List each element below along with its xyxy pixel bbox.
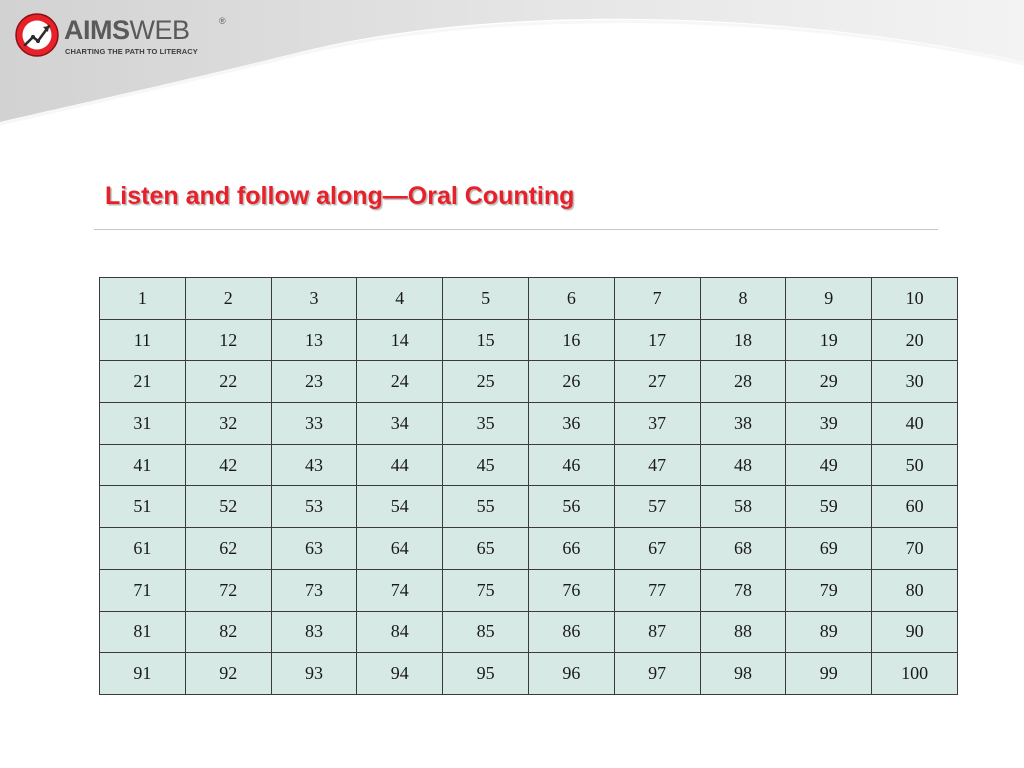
table-row [100, 486, 958, 528]
table-cell: 72 [185, 569, 271, 611]
table-row [100, 361, 958, 403]
table-cell: 57 [614, 486, 700, 528]
logo-tagline: CHARTING THE PATH TO LITERACY [65, 47, 198, 56]
growth-chart-logo-icon [14, 12, 60, 58]
table-cell: 21 [100, 361, 186, 403]
table-cell: 44 [357, 444, 443, 486]
table-cell: 97 [614, 653, 700, 695]
table-cell: 24 [357, 361, 443, 403]
table-row [100, 319, 958, 361]
table-cell: 82 [185, 611, 271, 653]
table-cell: 87 [614, 611, 700, 653]
table-cell: 96 [528, 653, 614, 695]
table-cell: 93 [271, 653, 357, 695]
table-cell: 94 [357, 653, 443, 695]
table-cell: 84 [357, 611, 443, 653]
table-cell: 62 [185, 528, 271, 570]
slide-title: Listen and follow along—Oral Counting [105, 182, 575, 210]
table-cell: 9 [786, 278, 872, 320]
table-cell: 36 [528, 403, 614, 445]
table-cell: 6 [528, 278, 614, 320]
table-cell: 30 [872, 361, 958, 403]
table-row [100, 611, 958, 653]
table-cell: 50 [872, 444, 958, 486]
table-cell: 79 [786, 569, 872, 611]
table-cell: 75 [443, 569, 529, 611]
table-row [100, 278, 958, 320]
table-cell: 76 [528, 569, 614, 611]
table-cell: 69 [786, 528, 872, 570]
table-row [100, 569, 958, 611]
aimsweb-logo [14, 12, 226, 60]
table-cell: 53 [271, 486, 357, 528]
hundreds-chart-body [100, 278, 958, 695]
table-cell: 58 [700, 486, 786, 528]
table-cell: 39 [786, 403, 872, 445]
table-cell: 55 [443, 486, 529, 528]
table-cell: 19 [786, 319, 872, 361]
table-row [100, 528, 958, 570]
table-cell: 89 [786, 611, 872, 653]
table-cell: 32 [185, 403, 271, 445]
table-cell: 11 [100, 319, 186, 361]
table-cell: 34 [357, 403, 443, 445]
table-cell: 71 [100, 569, 186, 611]
table-cell: 67 [614, 528, 700, 570]
table-row [100, 444, 958, 486]
table-cell: 10 [872, 278, 958, 320]
table-cell: 14 [357, 319, 443, 361]
table-cell: 91 [100, 653, 186, 695]
table-cell: 33 [271, 403, 357, 445]
table-cell: 4 [357, 278, 443, 320]
table-cell: 95 [443, 653, 529, 695]
table-cell: 81 [100, 611, 186, 653]
logo-wordmark-web: WEB [129, 15, 190, 45]
table-cell: 26 [528, 361, 614, 403]
table-cell: 52 [185, 486, 271, 528]
table-cell: 41 [100, 444, 186, 486]
title-divider [94, 229, 938, 230]
table-cell: 40 [872, 403, 958, 445]
table-cell: 64 [357, 528, 443, 570]
table-cell: 83 [271, 611, 357, 653]
table-cell: 46 [528, 444, 614, 486]
table-cell: 7 [614, 278, 700, 320]
table-cell: 56 [528, 486, 614, 528]
table-cell: 77 [614, 569, 700, 611]
table-cell: 3 [271, 278, 357, 320]
table-cell: 8 [700, 278, 786, 320]
table-cell: 20 [872, 319, 958, 361]
table-cell: 25 [443, 361, 529, 403]
table-cell: 17 [614, 319, 700, 361]
table-cell: 92 [185, 653, 271, 695]
table-cell: 90 [872, 611, 958, 653]
table-cell: 43 [271, 444, 357, 486]
hundreds-chart-table [99, 277, 958, 695]
table-cell: 47 [614, 444, 700, 486]
table-cell: 31 [100, 403, 186, 445]
table-cell: 88 [700, 611, 786, 653]
table-cell: 85 [443, 611, 529, 653]
table-cell: 98 [700, 653, 786, 695]
table-cell: 12 [185, 319, 271, 361]
registered-mark: ® [219, 16, 226, 26]
table-cell: 18 [700, 319, 786, 361]
table-cell: 48 [700, 444, 786, 486]
table-cell: 61 [100, 528, 186, 570]
table-cell: 29 [786, 361, 872, 403]
table-cell: 68 [700, 528, 786, 570]
table-cell: 59 [786, 486, 872, 528]
table-cell: 16 [528, 319, 614, 361]
table-cell: 86 [528, 611, 614, 653]
table-cell: 37 [614, 403, 700, 445]
table-cell: 27 [614, 361, 700, 403]
logo-wordmark-aims: AIMS [64, 15, 130, 45]
table-cell: 74 [357, 569, 443, 611]
table-cell: 63 [271, 528, 357, 570]
table-cell: 1 [100, 278, 186, 320]
table-cell: 42 [185, 444, 271, 486]
table-cell: 23 [271, 361, 357, 403]
table-row [100, 653, 958, 695]
table-cell: 2 [185, 278, 271, 320]
logo-wordmark [64, 15, 190, 45]
table-cell: 60 [872, 486, 958, 528]
table-cell: 35 [443, 403, 529, 445]
table-cell: 38 [700, 403, 786, 445]
table-cell: 5 [443, 278, 529, 320]
table-cell: 73 [271, 569, 357, 611]
table-cell: 13 [271, 319, 357, 361]
table-cell: 15 [443, 319, 529, 361]
table-cell: 99 [786, 653, 872, 695]
table-cell: 45 [443, 444, 529, 486]
table-cell: 22 [185, 361, 271, 403]
table-cell: 51 [100, 486, 186, 528]
table-cell: 66 [528, 528, 614, 570]
table-cell: 49 [786, 444, 872, 486]
table-cell: 70 [872, 528, 958, 570]
table-cell: 65 [443, 528, 529, 570]
table-row [100, 403, 958, 445]
table-cell: 100 [872, 653, 958, 695]
table-cell: 28 [700, 361, 786, 403]
table-cell: 54 [357, 486, 443, 528]
table-cell: 80 [872, 569, 958, 611]
table-cell: 78 [700, 569, 786, 611]
